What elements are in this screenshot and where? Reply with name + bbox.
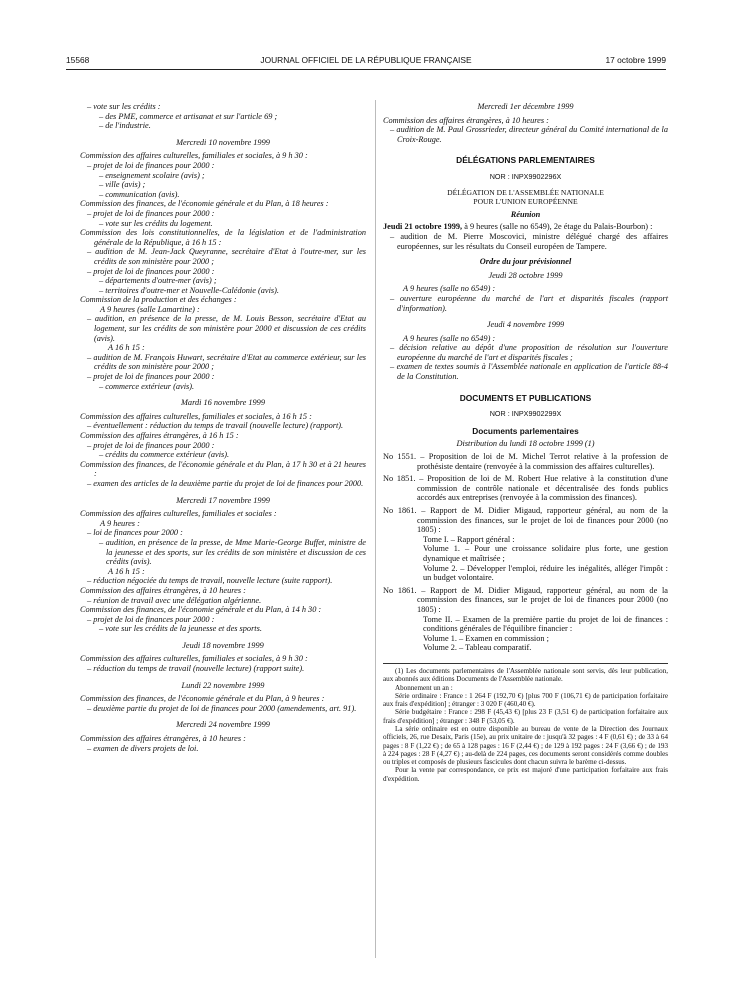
commission: Commission de la production et des échanges : — [80, 295, 237, 305]
agenda-item: – réduction du temps de travail (nouvelle lecture) (rapport suite). — [87, 664, 305, 674]
distribution-line: Distribution du lundi 18 octobre 1999 (1) — [456, 439, 595, 449]
agenda-item: – réunion de travail avec une délégation algérienne. — [87, 595, 262, 605]
agenda-item: – audition de M. Paul Grossrieder, directeur général du Comité international de la Croix-Rouge. — [390, 125, 668, 144]
commission: Commission des finances, de l'économie générale et du Plan, à 18 heures : — [80, 199, 329, 209]
day-heading: Mercredi 10 novembre 1999 — [176, 137, 270, 147]
tome-line: Tome II. – Examen de la première partie du projet de loi de finances : conditions générales de l'équilibre financier : — [423, 614, 668, 634]
day-heading: Mercredi 24 novembre 1999 — [176, 720, 270, 730]
commission: Commission des affaires culturelles, familiales et sociales, à 16 h 15 : — [80, 411, 312, 421]
commission: Commission des affaires étrangères, à 10 heures : — [383, 115, 549, 125]
agenda-item: – loi de finances pour 2000 : — [87, 528, 183, 538]
time-line: A 16 h 15 : — [108, 343, 145, 353]
agenda-item: – examen de divers projets de loi. — [87, 743, 199, 753]
intro-line: – de l'industrie. — [99, 121, 151, 131]
agenda-item: – territoires d'outre-mer et Nouvelle-Calédonie (avis). — [99, 285, 279, 295]
footnote-text: Série ordinaire : France : 1 264 F (192,70 €) [plus 700 F (106,71 €) de participation forfaitaire aux frais d'expédition] ; étranger : 3 020 F (460,40 €). — [383, 691, 668, 709]
time-line: A 9 heures : — [100, 518, 140, 528]
footnote-rule — [383, 663, 668, 664]
page-number: 15568 — [66, 55, 90, 65]
agenda-item: – vote sur les crédits de la jeunesse et des sports. — [99, 624, 262, 634]
commission: Commission des finances, de l'économie générale et du Plan, à 9 heures : — [80, 694, 325, 704]
intro-line: – des PME, commerce et artisanat et sur l'article 69 ; — [99, 111, 278, 121]
document-entry: No 1851. – Proposition de loi de M. Robert Hue relative à la constitution d'une commission de contrôle nationale et décentralisée des fonds publics accordés aux entreprises (renvoyée à la commission des finances). — [383, 474, 668, 503]
volume-line: Volume 1. – Examen en commission ; — [423, 633, 549, 643]
day-heading: Mercredi 17 novembre 1999 — [176, 495, 270, 505]
header-rule — [66, 69, 666, 70]
reunion-heading: Réunion — [510, 209, 541, 219]
footnote-text: Série budgétaire : France : 298 F (45,43 €) [plus 23 F (3,51 €) de participation forfaitaire aux frais d'expédition] ; étranger : 348 F (53,05 €). — [383, 708, 668, 725]
commission: Commission des affaires culturelles, familiales et sociales, à 9 h 30 : — [80, 654, 308, 664]
document-entry: No 1861. – Rapport de M. Didier Migaud, rapporteur général, au nom de la commission des finances, sur le projet de loi de finances pour 2000 (no 1805) : — [383, 585, 668, 614]
agenda-item: – projet de loi de finances pour 2000 : — [87, 160, 215, 170]
time-line: A 9 heures (salle no 6549) : — [403, 284, 496, 294]
column-divider — [375, 100, 376, 958]
agenda-item: – commerce extérieur (avis). — [99, 381, 195, 391]
nor-reference: NOR : INPX9902299X — [489, 409, 562, 419]
footnote-text: Pour la vente par correspondance, ce prix est majoré d'une participation forfaitaire aux frais d'expédition. — [383, 766, 668, 783]
day-heading: Jeudi 28 octobre 1999 — [488, 270, 563, 280]
journal-title: JOURNAL OFFICIEL DE LA RÉPUBLIQUE FRANÇAISE — [260, 55, 472, 65]
commission: Commission des finances, de l'économie générale et du Plan, à 14 h 30 : — [80, 605, 322, 615]
delegation-name: POUR L'UNION EUROPÉENNE — [473, 197, 578, 207]
right-column — [383, 102, 668, 783]
agenda-item: – examen des articles de la deuxième partie du projet de loi de finances pour 2000. — [87, 478, 364, 488]
agenda-item: – projet de loi de finances pour 2000 : — [87, 372, 215, 382]
commission: Commission des affaires culturelles, familiales et sociales, à 9 h 30 : — [80, 151, 308, 161]
agenda-item: – projet de loi de finances pour 2000 : — [87, 208, 215, 218]
day-heading: Lundi 22 novembre 1999 — [181, 680, 265, 690]
agenda-item: – ouverture européenne du marché de l'art et disparités fiscales (rapport d'information). — [390, 293, 668, 313]
agenda-item: – audition, en présence de la presse, de Mme Marie-George Buffet, ministre de la jeunesse et des sports, sur les crédits de son ministère et discussion de ces crédits (avis). — [99, 537, 366, 567]
agenda-item: – décision relative au dépôt d'une proposition de résolution sur l'ouverture européenne du marché de l'art et disparités fiscales ; — [390, 343, 668, 362]
commission: Commission des affaires étrangères, à 10 heures : — [80, 734, 246, 744]
agenda-item: – ville (avis) ; — [99, 180, 146, 190]
footnote-text: La série ordinaire est en outre disponible au bureau de vente de la Direction des Journaux officiels, 26, rue Desaix, Paris (15e), au prix unitaire de : jusqu'à 32 pages : 4 F (0,61 €) ; de 33 à 64 pages : 8 F (1,22 €) ; de 65 à 128 pages : 16 F (2,44 €) ; de 129 à 192 pages : 24 F (3,66 €) ; de 193 à 224 pages : 28 F (4,27 €) ; au-delà de 224 pages, ces documents seront considérés comme doubles ou triples et composés de plusieurs fascicules dont chacun suivra le barème ci-dessus. — [383, 724, 668, 767]
page-header — [66, 55, 666, 69]
commission: Commission des finances, de l'économie générale et du Plan, à 17 h 30 et à 21 heures : — [80, 459, 366, 479]
commission: Commission des affaires étrangères, à 16 h 15 : — [80, 431, 239, 440]
agenda-item: – départements d'outre-mer (avis) ; — [99, 276, 217, 286]
day-heading: Mercredi 1er décembre 1999 — [477, 102, 574, 111]
document-entry: No 1861. – Rapport de M. Didier Migaud, rapporteur général, au nom de la commission des finances, sur le projet de loi de finances pour 2000 (no 1805) : — [383, 506, 668, 535]
volume-line: Volume 1. – Pour une croissance solidaire plus forte, une gestion dynamique et maîtrisée ; — [423, 544, 668, 563]
agenda-item: – audition de M. Pierre Moscovici, ministre délégué chargé des affaires européennes, sur les résultats du Conseil européen de Tampere. — [390, 231, 668, 251]
tome-line: Tome I. – Rapport général : — [423, 534, 515, 544]
document-entry: No 1551. – Proposition de loi de M. Michel Terrot relative à la profession de prothésiste dentaire (renvoyée à la commission des affaires culturelles). — [383, 452, 668, 471]
agenda-item: – audition, en présence de la presse, de M. Louis Besson, secrétaire d'Etat au logement, sur les crédits de son ministère pour 2000 et discussion de ces crédits (avis). — [87, 314, 366, 343]
meeting-date: Jeudi 21 octobre 1999, — [383, 222, 463, 232]
section-heading: DOCUMENTS ET PUBLICATIONS — [459, 392, 592, 403]
left-column — [80, 102, 366, 753]
agenda-item: – vote sur les crédits du logement. — [99, 218, 213, 228]
day-heading: Jeudi 4 novembre 1999 — [486, 320, 565, 330]
nor-reference: NOR : INPX9902296X — [489, 171, 562, 181]
agenda-item: – deuxième partie du projet de loi de finances pour 2000 (amendements, art. 91). — [87, 703, 357, 713]
agenda-item: – projet de loi de finances pour 2000 : — [87, 614, 215, 624]
meeting-line — [383, 222, 668, 232]
volume-line: Volume 2. – Développer l'emploi, réduire les inégalités, alléger l'impôt : un budget volontaire. — [423, 563, 668, 583]
commission: Commission des affaires culturelles, familiales et sociales : — [80, 509, 277, 519]
agenda-item: – enseignement scolaire (avis) ; — [99, 170, 205, 180]
volume-line: Volume 2. – Tableau comparatif. — [423, 643, 532, 653]
agenda-item: – examen de textes soumis à l'Assemblée nationale en application de l'article 88-4 de la Constitution. — [390, 362, 668, 382]
ordre-heading: Ordre du jour prévisionnel — [479, 257, 572, 267]
meeting-detail: à 9 heures (salle no 6549), 2e étage du Palais-Bourbon) : — [462, 222, 653, 232]
agenda-item: – éventuellement : réduction du temps de travail (nouvelle lecture) (rapport). — [87, 421, 344, 431]
agenda-item: – projet de loi de finances pour 2000 : — [87, 266, 215, 276]
time-line: A 16 h 15 : — [108, 566, 145, 576]
agenda-item: – crédits du commerce extérieur (avis). — [99, 450, 230, 460]
commission: Commission des lois constitutionnelles, de la législation et de l'administration générale de la République, à 16 h 15 : — [80, 228, 366, 247]
day-heading: Mardi 16 novembre 1999 — [181, 398, 265, 408]
intro-line: – vote sur les crédits : — [87, 102, 161, 111]
agenda-item: – audition de M. François Huwart, secrétaire d'Etat au commerce extérieur, sur les crédits de son ministère pour 2000 ; — [87, 352, 366, 372]
time-line: A 9 heures (salle no 6549) : — [403, 333, 496, 343]
subsection-heading: Documents parlementaires — [472, 425, 579, 436]
agenda-item: – audition de M. Jean-Jack Queyranne, secrétaire d'Etat à l'outre-mer, sur les crédits de son ministère pour 2000 ; — [87, 247, 366, 266]
delegation-name: DÉLÉGATION DE L'ASSEMBLÉE NATIONALE — [447, 187, 604, 197]
footnote-text: Abonnement un an : — [395, 683, 453, 692]
footnote — [383, 667, 668, 783]
day-heading: Jeudi 18 novembre 1999 — [182, 640, 264, 650]
footnote-text: (1) Les documents parlementaires de l'Assemblée nationale sont servis, dès leur publication, aux abonnés aux éditions Documents de l'Assemblée nationale. — [383, 666, 668, 684]
agenda-item: – projet de loi de finances pour 2000 : — [87, 440, 215, 450]
agenda-item: – réduction négociée du temps de travail, nouvelle lecture (suite rapport). — [87, 576, 333, 586]
section-heading: DÉLÉGATIONS PARLEMENTAIRES — [456, 155, 595, 166]
time-line: A 9 heures (salle Lamartine) : — [100, 304, 200, 314]
issue-date: 17 octobre 1999 — [605, 55, 666, 65]
commission: Commission des affaires étrangères, à 10 heures : — [80, 585, 246, 595]
agenda-item: – communication (avis). — [99, 189, 180, 199]
